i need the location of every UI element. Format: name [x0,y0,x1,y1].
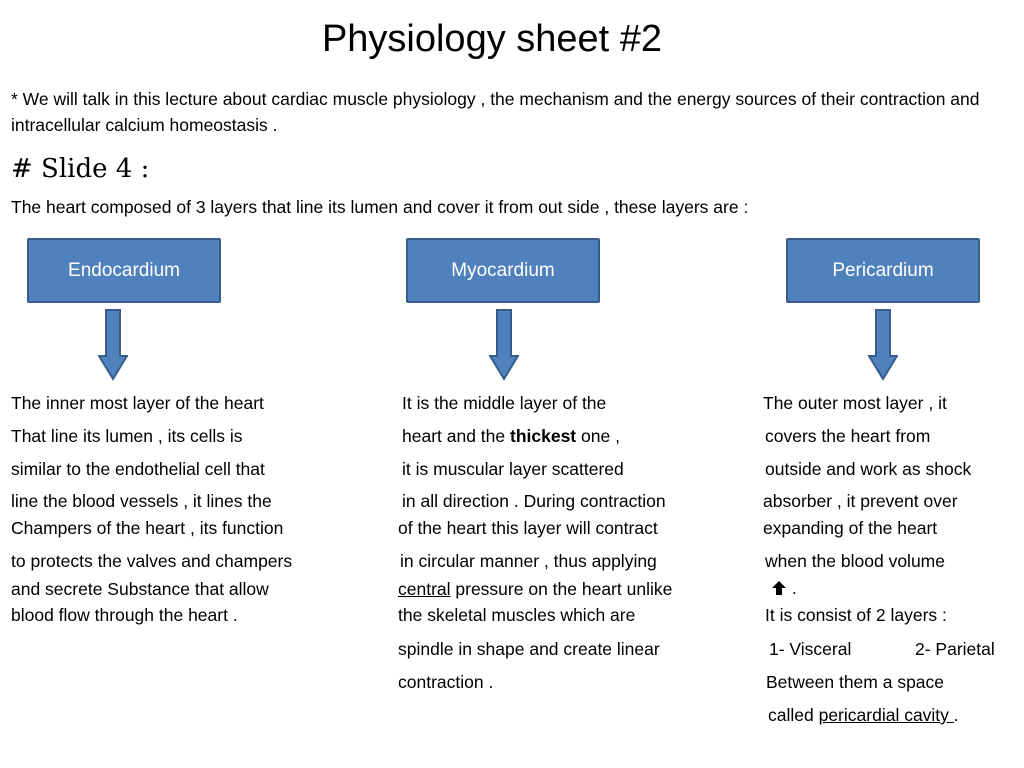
down-arrow-icon [868,309,898,381]
pericardium-text-line: expanding of the heart [763,518,938,538]
visceral-layer-label: 1- Visceral [769,639,852,659]
text-segment: called [768,705,819,725]
myocardium-text-line: of the heart this layer will contract [398,518,658,538]
endocardium-text-line: The inner most layer of the heart [11,393,264,413]
down-arrow-icon [98,309,128,381]
text-segment: heart and the [402,426,510,446]
endocardium-text-line: blood flow through the heart . [11,605,238,625]
myocardium-text-line: spindle in shape and create linear [398,639,660,659]
text-segment: one , [576,426,620,446]
myocardium-text-line: It is the middle layer of the [402,393,607,413]
myocardium-text-line: in all direction . During contraction [402,491,666,511]
parietal-layer-label: 2- Parietal [915,639,995,659]
pericardium-text-line: It is consist of 2 layers : [765,605,947,625]
slide-heading: # Slide 4 : [11,154,150,184]
pericardium-text-line [771,577,797,599]
endocardium-text-line: and secrete Substance that allow [11,579,269,599]
pericardium-text-line: when the blood volume [765,551,945,571]
intro-paragraph: * We will talk in this lecture about cardiac muscle physiology , the mechanism and the energy sources of their contraction and intracellular calcium homeostasis . [11,89,980,135]
pericardium-text-line: Between them a space [766,672,945,692]
central-underlined: central [398,579,451,599]
myocardium-text-line: in circular manner , thus applying [400,551,657,571]
myocardium-text-line [402,425,620,447]
pericardial-cavity-underlined: pericardial cavity [818,705,954,725]
text-segment: . [787,578,797,598]
thickest-emphasis: thickest [510,426,577,446]
text-segment: . [953,705,959,725]
pericardium-text-line [768,704,959,726]
layers-intro: The heart composed of 3 layers that line its lumen and cover it from out side , these layers are : [11,197,749,217]
endocardium-box: Endocardium [27,238,221,303]
myocardium-text-line: contraction . [398,672,494,692]
endocardium-text-line: line the blood vessels , it lines the [11,491,272,511]
myocardium-text-line: it is muscular layer scattered [402,459,624,479]
down-arrow-icon [489,309,519,381]
text-segment: pressure on the heart unlike [450,579,673,599]
pericardium-text-line: The outer most layer , it [763,393,947,413]
myocardium-box: Myocardium [406,238,600,303]
endocardium-text-line: That line its lumen , its cells is [11,426,243,446]
myocardium-text-line [398,578,672,600]
page-title: Physiology sheet #2 [321,18,663,60]
endocardium-text-line: similar to the endothelial cell that [11,459,265,479]
myocardium-text-line: the skeletal muscles which are [398,605,636,625]
up-arrow-icon [771,580,787,596]
pericardium-box: Pericardium [786,238,980,303]
pericardium-text-line: outside and work as shock [765,459,972,479]
pericardium-text-line: covers the heart from [765,426,931,446]
pericardium-text-line: absorber , it prevent over [763,491,958,511]
endocardium-text-line: to protects the valves and champers [11,551,293,571]
endocardium-text-line: Champers of the heart , its function [11,518,284,538]
